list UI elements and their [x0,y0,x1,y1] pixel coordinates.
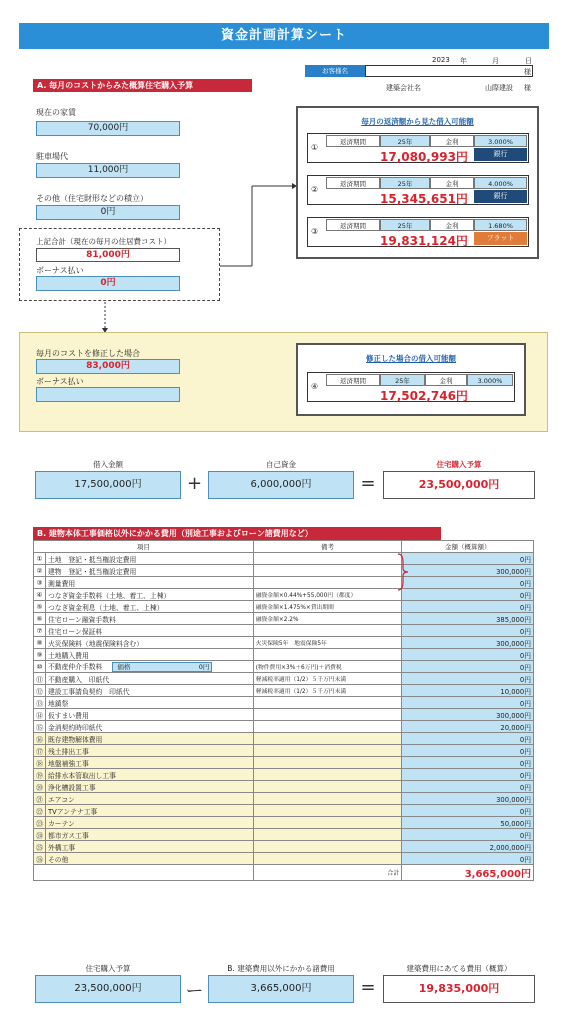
row-number: ㉒ [34,805,46,817]
equals-sign: = [360,473,376,494]
other-costs-value: 3,665,000円 [208,975,354,1003]
row-item-cell [45,697,253,709]
row-number: ① [34,553,46,565]
row-amount[interactable]: 0円 [402,853,534,865]
row-amount[interactable]: 300,000円 [402,793,534,805]
row-item-cell [45,577,253,589]
table-row [34,649,534,661]
row-item: つなぎ資金利息（土地、着工、上棟） [47,603,164,612]
card-3-num: ③ [311,227,319,236]
page-title: 資金計画計算シート [19,23,549,49]
row-amount[interactable]: 300,000円 [402,637,534,649]
loan-amount-value: 17,500,000円 [35,471,181,499]
row-number: ⑯ [34,733,46,745]
card-2-rate-label: 金利 [430,177,474,189]
card-3-amount: 19,831,124円 [380,234,468,248]
table-row [34,553,534,565]
row-item: 浄化槽設置工事 [47,783,96,792]
row-item-cell [45,757,253,769]
row-number: ㉑ [34,793,46,805]
row-number: ⑧ [34,637,46,649]
card-3-tag: フラット [474,232,527,245]
row-note [253,757,402,769]
row-note: (物件費用×3%＋6万円)＋消費税 [253,661,402,673]
row-number: ⑳ [34,781,46,793]
row-item-cell [45,841,253,853]
row-note: 軽減税率適用（1/2）５千万円未満 [253,673,402,685]
row-amount[interactable]: 50,000円 [402,817,534,829]
card-1-period-label: 返済期間 [326,135,380,147]
final-budget-value: 23,500,000円 [35,975,181,1003]
card-2-tag: 銀行 [474,190,527,203]
table-row [34,661,534,673]
row-note [253,565,402,577]
row-amount[interactable]: 0円 [402,601,534,613]
row-amount[interactable]: 0円 [402,649,534,661]
loan-panel-title: 毎月の返済額から見た借入可能額 [361,117,474,126]
row-item: 測量費用 [47,579,76,588]
row-amount[interactable]: 0円 [402,745,534,757]
table-row [34,733,534,745]
row-number: ④ [34,589,46,601]
building-cost-value: 19,835,000円 [383,975,535,1003]
card-3-period-label: 返済期間 [326,219,380,231]
row-note [253,841,402,853]
row-item: TVアンテナ工事 [47,807,98,816]
card-4-period-label: 返済期間 [326,374,380,386]
row-number: ㉖ [34,853,46,865]
card-1-rate[interactable]: 3.000% [474,135,527,147]
table-row [34,697,534,709]
row-number: ② [34,565,46,577]
row-item: 地鎮祭 [47,699,69,708]
customer-label: お客様名 [305,65,365,77]
table-row [34,589,534,601]
card-4-rate-label: 金利 [425,374,467,386]
row-note [253,769,402,781]
row-note [253,709,402,721]
row-amount[interactable]: 0円 [402,781,534,793]
row-amount[interactable]: 0円 [402,829,534,841]
card-3-period[interactable]: 25年 [380,219,430,231]
row-amount[interactable]: 0円 [402,577,534,589]
month-unit: 月 [492,57,499,65]
row-number: ⑮ [34,721,46,733]
row-amount[interactable]: 0円 [402,625,534,637]
row-item-cell [45,589,253,601]
row-item-cell [45,733,253,745]
parking-input[interactable]: 11,000円 [36,163,180,178]
table-row [34,685,534,697]
row-item-cell [45,625,253,637]
row-number: ⑭ [34,709,46,721]
row-item-cell [45,829,253,841]
row-number: ⑫ [34,685,46,697]
final-budget-label: 住宅購入予算 [85,964,131,973]
other-input[interactable]: 0円 [36,205,180,220]
row-item-cell [45,649,253,661]
card-4-num: ④ [311,382,319,391]
corrected-bonus-input[interactable] [36,387,180,402]
row-item: 土地 登記・抵当権設定費用 [47,555,137,564]
row-note [253,697,402,709]
row-item: 土地購入費用 [47,651,89,660]
row-amount[interactable]: 0円 [402,673,534,685]
row-amount[interactable]: 300,000円 [402,565,534,577]
budget-value: 23,500,000円 [383,471,535,499]
other-label: その他（住宅財形などの積立） [36,194,148,203]
plus-sign: + [186,473,203,494]
row-item: その他 [47,855,69,864]
row-note: 融資金額×0.44%+55,000円（都度） [253,589,402,601]
row-note: 融資金額×1.475%×貸出期間 [253,601,402,613]
table-row [34,709,534,721]
row-item-cell [45,793,253,805]
row-number: ㉔ [34,829,46,841]
row-number: ㉕ [34,841,46,853]
card-2-period[interactable]: 25年 [380,177,430,189]
row-item-cell [45,769,253,781]
year-unit: 年 [460,57,467,65]
row-amount[interactable]: 2,000,000円 [402,841,534,853]
table-row [34,625,534,637]
table-row [34,805,534,817]
row-note [253,745,402,757]
row-amount[interactable]: 10,000円 [402,685,534,697]
row-note [253,829,402,841]
row-number: ③ [34,577,46,589]
price-input[interactable] [112,662,212,672]
total-row-label: 合計 [253,865,402,881]
row-item: 建物 登記・抵当権設定費用 [47,567,137,576]
table-row [34,721,534,733]
row-amount[interactable]: 300,000円 [402,709,534,721]
row-note [253,553,402,565]
card-2-num: ② [311,185,319,194]
builder-honorific: 様 [524,84,531,92]
table-row [34,817,534,829]
own-funds-label: 自己資金 [266,460,296,469]
rent-input[interactable]: 70,000円 [36,121,180,136]
card-1-amount: 17,080,993円 [380,150,468,164]
card-1-tag: 銀行 [474,148,527,161]
row-amount[interactable]: 0円 [402,733,534,745]
builder-name: 山際建設 [485,84,513,92]
section-b-title: B. 建物本体工事価格以外にかかる費用（別途工事およびローン諸費用など） [33,527,441,540]
price-value: 0円 [198,663,210,671]
table-row [34,745,534,757]
budget-label: 住宅購入予算 [436,460,482,469]
row-item: 仮すまい費用 [47,711,89,720]
row-item-cell [45,709,253,721]
row-number: ⑬ [34,697,46,709]
col-note-header: 備考 [253,541,402,553]
year-value: 2023 [432,56,450,64]
row-amount[interactable]: 0円 [402,697,534,709]
row-number: ⑰ [34,745,46,757]
table-row [34,793,534,805]
row-item: 火災保険料（地震保険料含む） [47,639,144,648]
row-number: ㉓ [34,817,46,829]
row-number: ⑱ [34,757,46,769]
row-number: ⑥ [34,613,46,625]
table-row [34,781,534,793]
card-3-rate-label: 金利 [430,219,474,231]
row-item-cell [45,553,253,565]
row-amount[interactable]: 0円 [402,757,534,769]
row-item: 建設工事請負契約 印紙代 [47,687,130,696]
section-a-title: A. 毎月のコストからみた概算住宅購入予算 [33,79,252,92]
card-1-num: ① [311,143,319,152]
card-4-rate[interactable]: 3.000% [467,374,513,386]
builder-label: 建築会社名 [386,84,421,92]
total-row-value: 3,665,000円 [402,865,534,881]
corrected-panel-title: 修正した場合の借入可能額 [366,354,456,363]
bonus-label: ボーナス払い [36,266,84,275]
row-amount[interactable]: 0円 [402,661,534,673]
row-item-cell [45,565,253,577]
card-1-period[interactable]: 25年 [380,135,430,147]
card-1-rate-label: 金利 [430,135,474,147]
row-number: ⑲ [34,769,46,781]
table-row [34,841,534,853]
table-row [34,577,534,589]
row-item-cell [45,781,253,793]
card-2-period-label: 返済期間 [326,177,380,189]
row-item: 都市ガス工事 [47,831,89,840]
row-item: エアコン [47,795,75,804]
row-amount[interactable]: 0円 [402,805,534,817]
row-number: ⑦ [34,625,46,637]
table-row [34,829,534,841]
row-amount[interactable]: 385,000円 [402,613,534,625]
row-item-cell [45,685,253,697]
row-number: ⑨ [34,649,46,661]
row-note [253,649,402,661]
row-note: 軽減税率適用（1/2）５千万円未満 [253,685,402,697]
row-number: ⑪ [34,673,46,685]
row-item: 外構工事 [47,843,76,852]
total-value: 81,000円 [36,248,180,262]
row-note [253,577,402,589]
building-cost-label: 建築費用にあてる費用（概算） [406,964,512,973]
row-item-cell [45,817,253,829]
row-item-cell [45,661,253,673]
rent-label: 現在の家賃 [36,108,76,117]
row-item: 金消契約時印紙代 [47,723,103,732]
other-costs-label: B. 建築費用以外にかかる諸費用 [227,964,335,973]
table-row [34,613,534,625]
row-item-cell [45,613,253,625]
card-2-rate[interactable]: 4.000% [474,177,527,189]
row-number: ⑤ [34,601,46,613]
own-funds-input[interactable]: 6,000,000円 [208,471,354,499]
customer-honorific: 様 [524,68,531,76]
row-item: 住宅ローン保証料 [47,627,103,636]
row-note: 火災保険5年 地震保険5年 [253,637,402,649]
price-label: 価格 [117,663,131,671]
row-item-cell [45,721,253,733]
row-amount[interactable]: 0円 [402,589,534,601]
table-row [34,757,534,769]
row-note: 融資金額×2.2% [253,613,402,625]
total-label: 上記合計（現在の毎月の住居費コスト） [36,237,171,246]
row-item: 既存建物解体費用 [47,735,103,744]
row-item: 給排水本管取出し工事 [47,771,116,780]
col-item-header: 項目 [34,541,254,553]
table-row [34,853,534,865]
row-note [253,817,402,829]
table-row [34,637,534,649]
day-unit: 日 [525,57,532,65]
row-item: 残土排出工事 [47,747,89,756]
row-item: 不動産仲介手数料 [47,663,103,671]
row-note [253,721,402,733]
cost-table [33,540,534,881]
row-amount[interactable]: 0円 [402,769,534,781]
row-item-cell [45,601,253,613]
col-amount-header: 金額（概算額） [402,541,534,553]
row-item-cell [45,637,253,649]
card-2-amount: 15,345,651円 [380,192,468,206]
row-item-cell [45,745,253,757]
parking-label: 駐車場代 [36,152,68,161]
corrected-bonus-label: ボーナス払い [36,377,84,386]
table-row [34,601,534,613]
row-note [253,781,402,793]
row-item: 住宅ローン融資手数料 [47,615,116,624]
row-item: カーテン [47,819,75,828]
minus-sign: ー [185,981,204,1002]
card-3-rate[interactable]: 1.680% [474,219,527,231]
loan-amount-label: 借入金額 [93,460,123,469]
row-note [253,793,402,805]
row-amount[interactable]: 20,000円 [402,721,534,733]
card-4-period[interactable]: 25年 [380,374,425,386]
row-number: ⑩ [34,661,46,673]
row-amount[interactable]: 0円 [402,553,534,565]
corrected-input[interactable]: 83,000円 [36,359,180,374]
row-item-cell [45,853,253,865]
brace-mark [396,553,410,591]
equals-sign-2: = [360,977,376,998]
row-item: 地盤補強工事 [47,759,89,768]
row-item: 不動産購入 印紙代 [47,675,110,684]
table-row [34,565,534,577]
row-note [253,853,402,865]
row-item: つなぎ資金手数料（土地、着工、上棟） [47,591,171,600]
card-4-amount: 17,502,746円 [380,389,468,403]
row-note [253,625,402,637]
table-row [34,769,534,781]
table-row [34,673,534,685]
row-note [253,805,402,817]
bonus-input[interactable]: 0円 [36,276,180,291]
row-note [253,733,402,745]
row-item-cell [45,805,253,817]
row-item-cell [45,673,253,685]
corrected-label: 毎月のコストを修正した場合 [36,349,140,358]
